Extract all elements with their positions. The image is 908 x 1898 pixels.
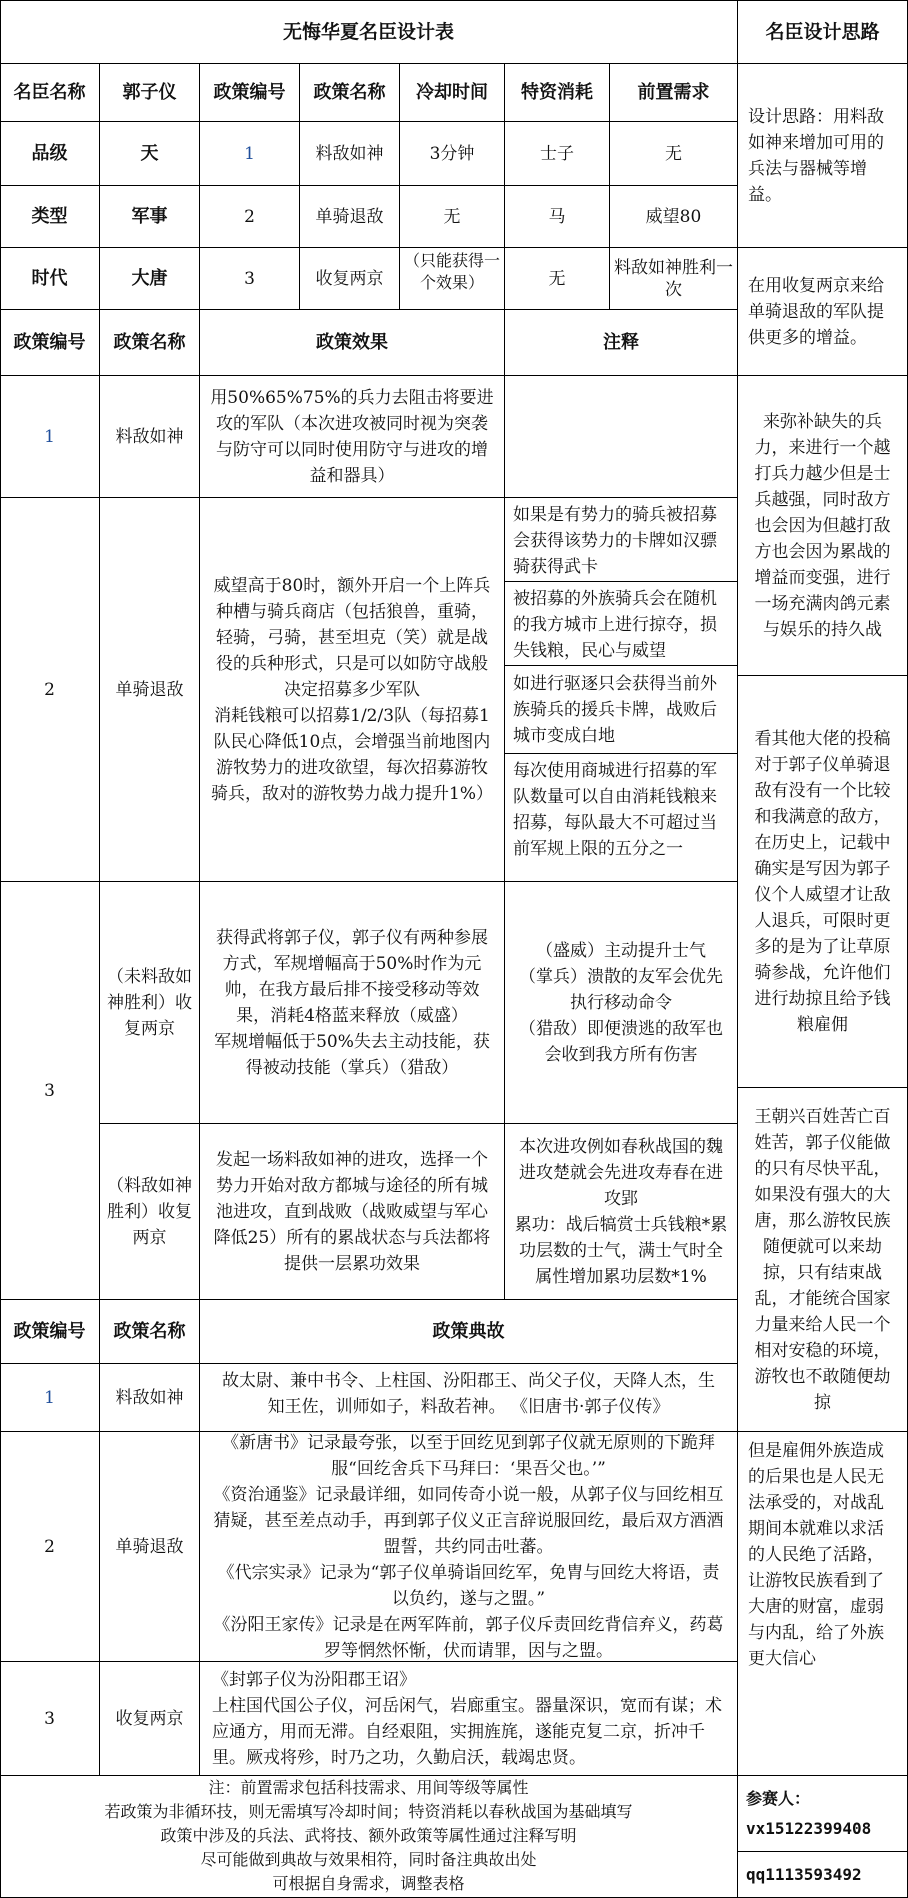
effect-policy-text-3b: [200, 1124, 505, 1300]
policy-req-3-text: 料敌如神胜利一次: [614, 257, 733, 300]
effect-note-2b-text: 被招募的外族骑兵会在随机的我方城市上进行掠夺，损失钱粮，民心与威望: [513, 589, 717, 661]
effect-note-2b: [505, 582, 738, 666]
effect-policy-text-1: [200, 376, 505, 498]
effect-policy-no-1: 1: [0, 376, 100, 498]
effect-policy-name-3a-text: （未料敌如神胜利）收复两京: [107, 966, 192, 1039]
allusion-text-2: [200, 1432, 738, 1662]
participant-qq: qq1113593492: [738, 1852, 908, 1898]
effect-policy-text-2-body: 威望高于80时，额外开启一个上阵兵种槽与骑兵商店（包括狼兽，重骑，轻骑，弓骑，甚至坦克（笑）就是战役的兵种形式，只是可以如防守战般决定招募多少军队 消耗钱粮可以招募1/2/3队（每招募1队民心降低10点，会增强当前地图内游牧势力的进攻欲望，每次招募游牧骑兵，敌对的游牧势力战力提升1%）: [211, 575, 493, 804]
header-minister-name: 名臣名称: [0, 64, 100, 122]
effect-policy-name-3b-text: （料敌如神胜利）收复两京: [107, 1175, 192, 1248]
design-note-f: [738, 1432, 908, 1776]
effect-note-3a-text: （盛威）主动提升士气 （掌兵）溃散的友军会优先执行移动命令 （猎敌）即便溃逃的敌军也会收到我方所有伤害: [519, 940, 723, 1065]
allusion-no-3: 3: [0, 1662, 100, 1776]
effect-note-2c-text: 如进行驱逐只会获得当前外族骑兵的援兵卡牌，战败后城市变成白地: [513, 673, 717, 746]
label-era: 时代: [0, 248, 100, 310]
design-note-e-text: 王朝兴百姓苦亡百姓苦，郭子仪能做的只有尽快平乱，如果没有强大的大唐，那么游牧民族随便就可以来劫掠，只有结束战乱，才能统合国家力量来给人民一个相对安稳的环境，游牧也不敢随便劫掠: [754, 1106, 891, 1413]
allusion-no-1: 1: [0, 1364, 100, 1432]
effect-policy-no-3: 3: [0, 882, 100, 1300]
design-note-b-text: 在用收复两京来给单骑退敌的军队提供更多的增益。: [748, 275, 884, 348]
sheet-title: 无悔华夏名臣设计表: [0, 0, 738, 64]
allusion-text-1-body: 故太尉、兼中书令、上柱国、汾阳郡王、尚父子仪，天降人杰，生知王佐，训师如子，料敌若神。 《旧唐书·郭子仪传》: [222, 1371, 715, 1417]
type-value: 军事: [100, 186, 200, 248]
allusion-text-2-body: 《新唐书》记录最夸张，以至于回纥见到郭子仪就无原则的下跪拜服“回纥舍兵下马拜曰：‘果吾父也。’” 《资治通鉴》记录最详细，如同传奇小说一般，从郭子仪与回纥相互猜疑，甚至差点动手，再到郭子仪义正言辞说服回纥，最后双方酒酒盟誓，共约同击吐蕃。 《代宗实录》记录为“郭子仪单骑诣回纥军，免胄与回纥大将语，责以负约，遂与之盟。” 《汾阳王家传》记录是在两军阵前，郭子仪斥责回纥背信弃义，药葛罗等惘然怀惭，伏而请罪，因与之盟。: [213, 1432, 724, 1661]
minister-name: 郭子仪: [100, 64, 200, 122]
effect-policy-text-3b-body: 发起一场料敌如神的进攻，选择一个势力开始对敌方都城与途径的所有城池进攻，直到战败（战败威望与军心降低25）所有的累战状态与兵法都将提供一层累功效果: [213, 1149, 491, 1274]
label-type: 类型: [0, 186, 100, 248]
effects-header-no: 政策编号: [0, 310, 100, 376]
design-note-a: [738, 64, 908, 248]
policy-req-3: [610, 248, 738, 310]
design-note-a-text: 设计思路：用料敌如神来增加可用的兵法与器械等增益。: [748, 106, 884, 205]
policy-cost-3: 无: [505, 248, 610, 310]
effect-note-2d: [505, 754, 738, 882]
header-cooldown: 冷却时间: [400, 64, 505, 122]
footer-notes-text: 注：前置需求包括科技需求、用间等级等属性 若政策为非循环技，则无需填写冷却时间；特资消耗以春秋战国为基础填写 政策中涉及的兵法、武将技、额外政策等属性通过注释写明 尽可能做到典故与效果相符，同时备注典故出处 可根据自身需求，调整表格: [104, 1778, 633, 1893]
policy-no-3: 3: [200, 248, 300, 310]
footer-notes: [0, 1776, 738, 1898]
effect-note-3a: [505, 882, 738, 1124]
policy-no-2: 2: [200, 186, 300, 248]
header-resource-cost: 特资消耗: [505, 64, 610, 122]
effect-note-3b: [505, 1124, 738, 1300]
allusion-name-1: 料敌如神: [100, 1364, 200, 1432]
effect-policy-no-2: 2: [0, 498, 100, 882]
policy-cooldown-3: [400, 248, 505, 310]
participant-wechat: vx15122399408: [746, 1818, 872, 1838]
effect-policy-text-3a-body: 获得武将郭子仪，郭子仪有两种参展方式，军规增幅高于50%时作为元帅，在我方最后排不接受移动等效果，消耗4格蓝来释放（威盛） 军规增幅低于50%失去主动技能，获得被动技能（掌兵）（猎敌）: [214, 927, 490, 1078]
design-note-c-text: 来弥补缺失的兵力，来进行一个越打兵力越少但是士兵越强，同时敌方也会因为但越打敌方也会因为累战的增益而变强，进行一场充满肉鸽元素与娱乐的持久战: [754, 411, 891, 640]
effect-note-2a-text: 如果是有势力的骑兵被招募会获得该势力的卡牌如汉骠骑获得武卡: [513, 505, 717, 577]
header-policy-name: 政策名称: [300, 64, 400, 122]
design-note-d-text: 看其他大佬的投稿对于郭子仪单骑退敌有没有一个比较和我满意的敌方，在历史上，记载中确实是写因为郭子仪个人威望才让敌人退兵，可限时更多的是为了让草原骑参战，允许他们进行劫掠且给予钱粮雇佣: [754, 728, 891, 1035]
era-value: 大唐: [100, 248, 200, 310]
policy-no-1: 1: [200, 122, 300, 186]
policy-cooldown-2: 无: [400, 186, 505, 248]
grade-value: 天: [100, 122, 200, 186]
policy-cooldown-1: 3分钟: [400, 122, 505, 186]
effects-header-name: 政策名称: [100, 310, 200, 376]
effect-policy-name-1: 料敌如神: [100, 376, 200, 498]
design-note-d: [738, 676, 908, 1088]
header-prerequisite: 前置需求: [610, 64, 738, 122]
allusion-header-text: 政策典故: [200, 1300, 738, 1364]
label-grade: 品级: [0, 122, 100, 186]
participant-block: [738, 1776, 908, 1852]
effect-note-2a: [505, 498, 738, 582]
policy-cost-1: 士子: [505, 122, 610, 186]
effect-policy-text-2: [200, 498, 505, 882]
effects-header-effect: 政策效果: [200, 310, 505, 376]
design-note-e: [738, 1088, 908, 1432]
policy-req-1: 无: [610, 122, 738, 186]
effect-policy-name-3a: [100, 882, 200, 1124]
participant-label: 参赛人：: [746, 1788, 811, 1808]
allusion-header-name: 政策名称: [100, 1300, 200, 1364]
allusion-name-3: 收复两京: [100, 1662, 200, 1776]
policy-name-3: 收复两京: [300, 248, 400, 310]
effect-policy-name-3b: [100, 1124, 200, 1300]
allusion-text-1: [200, 1364, 738, 1432]
design-column-title: 名臣设计思路: [738, 0, 908, 64]
effect-policy-note-1: [505, 376, 738, 498]
effect-policy-text-1-body: 用50%65%75%的兵力去阻击将要进攻的军队（本次进攻被同时视为突袭与防守可以同时使用防守与进攻的增益和器具）: [210, 387, 494, 486]
effect-note-2d-text: 每次使用商城进行招募的军队数量可以自由消耗钱粮来招募，每队最大不可超过当前军规上限的五分之一: [513, 761, 717, 859]
effect-note-2c: [505, 666, 738, 754]
effects-header-note: 注释: [505, 310, 738, 376]
effect-policy-text-3a: [200, 882, 505, 1124]
design-note-b: [738, 248, 908, 376]
allusion-no-2: 2: [0, 1432, 100, 1662]
allusion-header-no: 政策编号: [0, 1300, 100, 1364]
allusion-text-3-body: 《封郭子仪为汾阳郡王诏》 上柱国代国公子仪，河岳闲气，岩廊重宝。器量深识，宽而有谋；术应通方，用而无滞。自经艰阻，实拥旌旄，遂能克复二京，折冲千里。厥戎将殄，时乃之功，久勤启沃，载竭忠贤。: [212, 1669, 722, 1768]
header-policy-no: 政策编号: [200, 64, 300, 122]
allusion-name-2: 单骑退敌: [100, 1432, 200, 1662]
design-note-f-text: 但是雇佣外族造成的后果也是人民无法承受的，对战乱期间本就难以求活的人民绝了活路，让游牧民族看到了大唐的财富，虚弱与内乱，给了外族更大信心: [748, 1441, 884, 1669]
policy-cooldown-3-text: （只能获得一个效果）: [403, 251, 500, 292]
policy-cost-2: 马: [505, 186, 610, 248]
effect-policy-name-2: 单骑退敌: [100, 498, 200, 882]
effect-note-3b-text: 本次进攻例如春秋战国的魏进攻楚就会先进攻寿春在进攻郢 累功：战后犒赏士兵钱粮*累功层数的士气，满士气时全属性增加累功层数*1%: [514, 1136, 728, 1287]
design-note-c: [738, 376, 908, 676]
policy-name-2: 单骑退敌: [300, 186, 400, 248]
policy-req-2: 威望80: [610, 186, 738, 248]
allusion-text-3: [200, 1662, 738, 1776]
policy-name-1: 料敌如神: [300, 122, 400, 186]
